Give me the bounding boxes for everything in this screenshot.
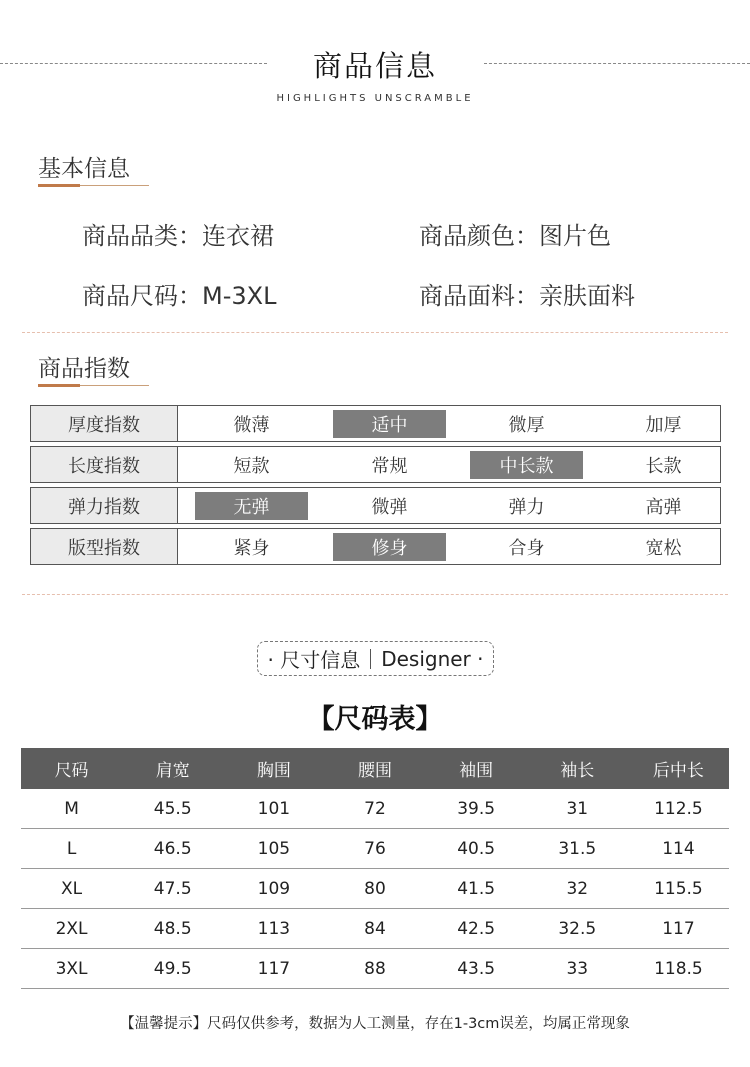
index-row-label: 长度指数 <box>31 447 178 482</box>
index-option-selected: 修身 <box>333 533 446 561</box>
index-row-label: 版型指数 <box>31 529 178 564</box>
index-option: 微弹 <box>371 497 408 518</box>
size-tip: 【温馨提示】尺码仅供参考，数据为人工测量，存在1-3cm误差，均属正常现象 <box>120 1016 630 1032</box>
basic-info-accent <box>38 184 80 187</box>
table-cell: XL <box>61 878 83 899</box>
table-cell: 88 <box>364 958 386 979</box>
page-title: 商品信息 <box>312 49 437 83</box>
index-option-selected: 无弹 <box>195 492 308 520</box>
badge-separator <box>370 649 371 669</box>
table-row <box>21 949 729 989</box>
fabric-info: 商品面料：亲肤面料 <box>419 282 635 310</box>
table-cell: 114 <box>662 838 695 859</box>
table-cell: 3XL <box>55 958 88 979</box>
index-row <box>30 405 721 442</box>
table-cell: 39.5 <box>457 798 496 819</box>
table-row <box>21 909 729 949</box>
table-row <box>21 829 729 869</box>
index-option: 常规 <box>371 456 408 477</box>
table-cell: 43.5 <box>457 958 496 979</box>
index-option: 微厚 <box>508 415 545 436</box>
basic-info-title: 基本信息 <box>38 156 130 182</box>
table-cell: 2XL <box>55 918 88 939</box>
product-index-title: 商品指数 <box>38 356 130 382</box>
index-option: 加厚 <box>645 415 682 436</box>
index-option-selected: 中长款 <box>470 451 583 479</box>
table-cell: 80 <box>364 878 386 899</box>
index-option: 紧身 <box>233 538 270 559</box>
size-chart-title: 【尺码表】 <box>307 704 443 735</box>
table-cell: 40.5 <box>457 838 496 859</box>
table-cell: 32.5 <box>558 918 597 939</box>
table-cell: M <box>64 798 79 819</box>
table-row <box>21 789 729 829</box>
table-cell: 105 <box>257 838 291 859</box>
index-row-label: 厚度指数 <box>31 406 178 441</box>
column-header: 肩宽 <box>155 761 190 781</box>
table-cell: 113 <box>257 918 291 939</box>
index-option: 微薄 <box>233 415 270 436</box>
index-row-label: 弹力指数 <box>31 488 178 523</box>
index-options <box>178 447 720 482</box>
product-index-accent <box>38 384 80 387</box>
column-header: 后中长 <box>652 761 704 781</box>
index-option: 短款 <box>233 456 270 477</box>
size-table-header <box>21 748 729 789</box>
column-header: 袖围 <box>459 761 494 781</box>
index-option: 宽松 <box>645 538 682 559</box>
table-cell: 31 <box>566 798 589 819</box>
table-cell: 84 <box>364 918 386 939</box>
table-cell: 47.5 <box>153 878 192 899</box>
table-cell: 101 <box>257 798 291 819</box>
badge-left-text: · 尺寸信息 <box>267 648 361 672</box>
badge-right-text: Designer · <box>381 646 484 671</box>
page-subtitle: HIGHLIGHTS UNSCRAMBLE <box>276 93 474 104</box>
section-divider <box>22 594 728 595</box>
column-header: 袖长 <box>560 761 595 781</box>
table-row <box>21 869 729 909</box>
table-cell: 46.5 <box>153 838 192 859</box>
table-cell: 41.5 <box>457 878 496 899</box>
index-options <box>178 529 720 564</box>
index-option-selected: 适中 <box>333 410 446 438</box>
table-cell: 76 <box>364 838 386 859</box>
size-table-body <box>21 789 729 989</box>
section-divider <box>22 332 728 333</box>
table-cell: 112.5 <box>654 798 703 819</box>
table-cell: 49.5 <box>153 958 192 979</box>
index-options <box>178 488 720 523</box>
color-info: 商品颜色：图片色 <box>419 222 611 250</box>
table-cell: 31.5 <box>558 838 597 859</box>
size-info-badge <box>257 641 494 676</box>
table-cell: 45.5 <box>153 798 192 819</box>
table-cell: 33 <box>566 958 589 979</box>
size-table <box>21 748 729 989</box>
table-cell: 109 <box>257 878 291 899</box>
table-cell: 117 <box>257 958 291 979</box>
table-cell: 32 <box>566 878 589 899</box>
table-cell: L <box>66 838 77 859</box>
index-row <box>30 528 721 565</box>
table-cell: 117 <box>662 918 695 939</box>
index-option: 高弹 <box>645 497 682 518</box>
index-options <box>178 406 720 441</box>
index-option: 弹力 <box>508 497 545 518</box>
table-cell: 115.5 <box>654 878 703 899</box>
column-header: 尺码 <box>54 761 89 781</box>
category-info: 商品品类：连衣裙 <box>82 222 274 250</box>
table-cell: 42.5 <box>457 918 496 939</box>
column-header: 胸围 <box>256 761 291 781</box>
index-option: 合身 <box>508 538 545 559</box>
column-header: 腰围 <box>357 761 392 781</box>
index-row <box>30 446 721 483</box>
index-option: 长款 <box>645 456 682 477</box>
table-cell: 48.5 <box>153 918 192 939</box>
table-cell: 72 <box>364 798 386 819</box>
table-cell: 118.5 <box>654 958 703 979</box>
index-row <box>30 487 721 524</box>
size-info: 商品尺码：M-3XL <box>82 282 277 310</box>
